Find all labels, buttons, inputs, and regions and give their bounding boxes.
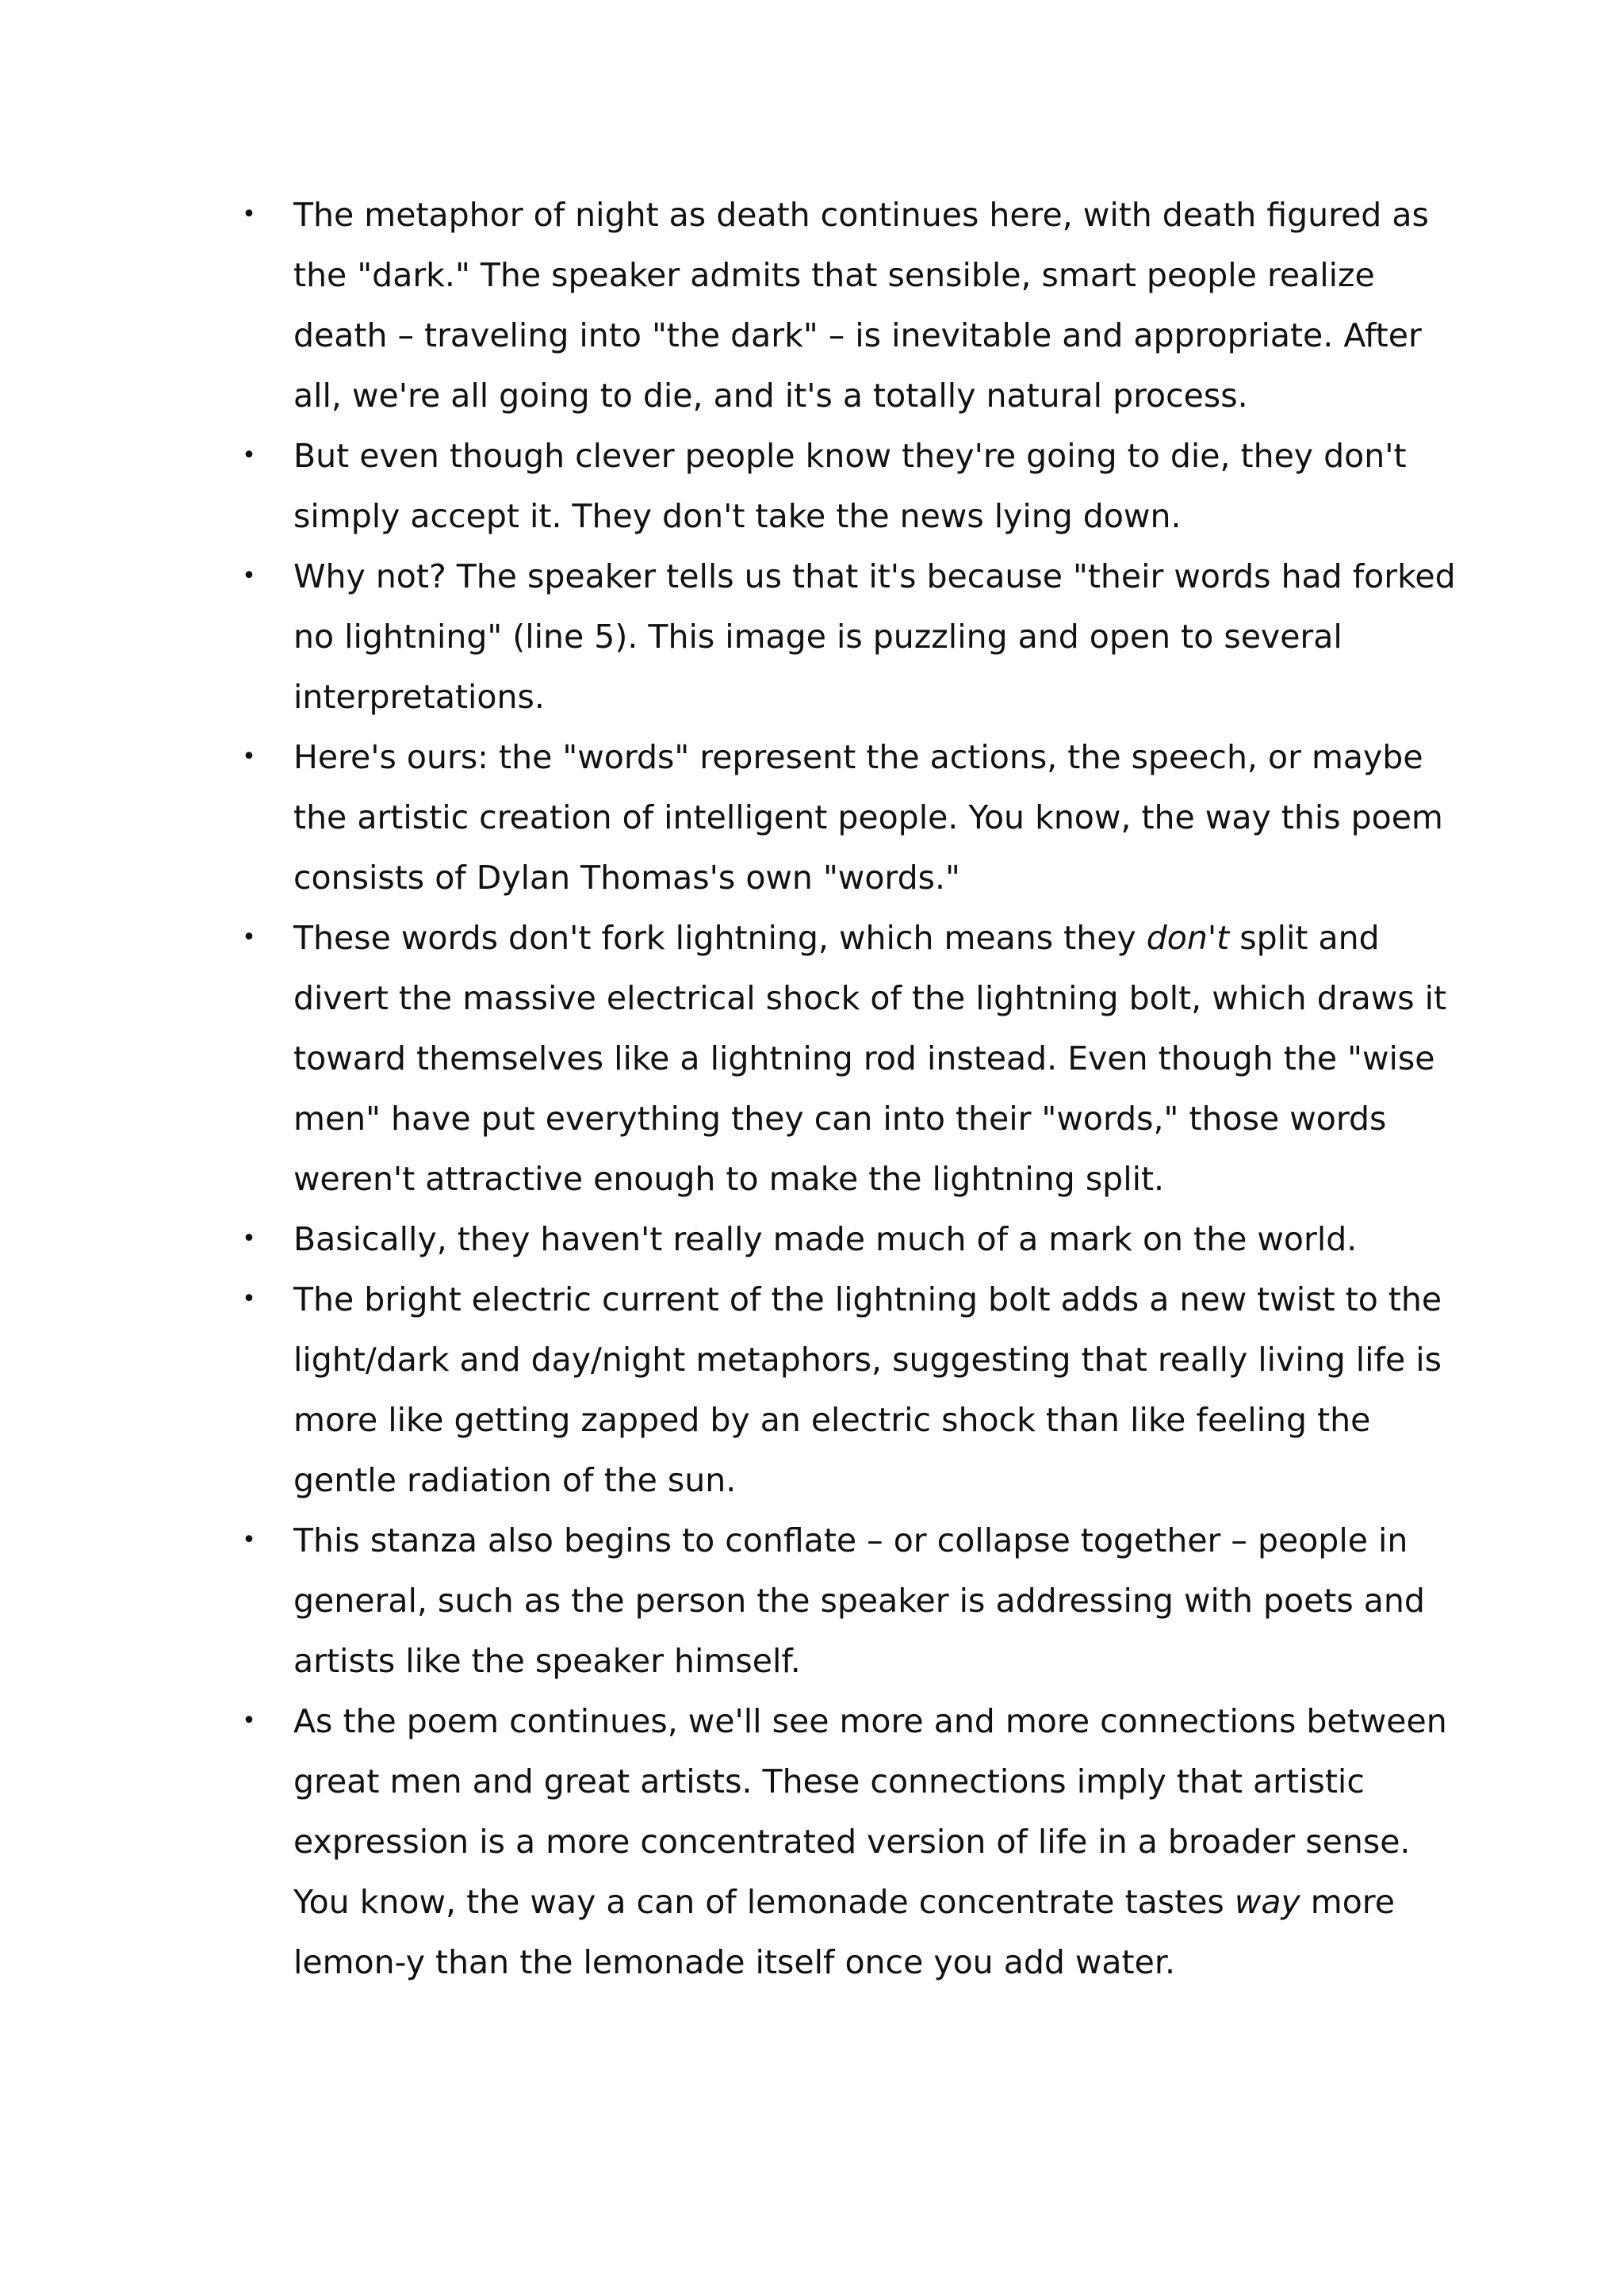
bullet-text: Here's ours: the "words" represent the actions, the speech, or maybe the artistic creation of intelligent people. You know, the way this poem consists of Dylan Thomas's own "words.": [293, 738, 1443, 897]
bullet-item: [241, 1510, 1462, 1691]
bullet-dot-icon: •: [242, 1225, 256, 1253]
bullet-text-part: more lemon-y than the lemonade itself once you add water.: [293, 1883, 1395, 1981]
bullet-item: [241, 1691, 1462, 1992]
bullet-item: [241, 727, 1462, 908]
bullet-item: [241, 426, 1462, 546]
bullet-text: This stanza also begins to conflate – or collapse together – people in general, such as the person the speaker is addressing with poets and artists like the speaker himself.: [293, 1521, 1425, 1680]
bullet-dot-icon: •: [242, 562, 256, 590]
bullet-text: Basically, they haven't really made much of a mark on the world.: [293, 1220, 1358, 1258]
bullet-dot-icon: •: [242, 743, 256, 771]
bullet-dot-icon: •: [242, 201, 256, 228]
bullet-text-part: split and divert the massive electrical shock of the lightning bolt, which draws it toward themselves like a lightning rod instead. Even though the "wise men" have put everything they can into their "words," those words weren't attractive enough to make the lightning split.: [293, 919, 1447, 1198]
bullet-item: [241, 1269, 1462, 1510]
bullet-list: [241, 185, 1462, 1992]
bullet-text-part: These words don't fork lightning, which means they: [293, 919, 1147, 957]
bullet-item: [241, 1209, 1462, 1269]
bullet-item: [241, 546, 1462, 727]
bullet-text: Why not? The speaker tells us that it's because "their words had forked no lightning" (line 5). This image is puzzling and open to several interpretations.: [293, 557, 1456, 716]
bullet-dot-icon: •: [242, 442, 256, 469]
bullet-item: [241, 185, 1462, 426]
bullet-text: But even though clever people know they're going to die, they don't simply accept it. They don't take the news lying down.: [293, 437, 1407, 535]
bullet-dot-icon: •: [242, 1707, 256, 1735]
bullet-text: [293, 1691, 1462, 1992]
bullet-dot-icon: •: [242, 1526, 256, 1554]
bullet-dot-icon: •: [242, 1285, 256, 1313]
bullet-text-part: As the poem continues, we'll see more and more connections between great men and great artists. These connections imply that artistic expression is a more concentrated version of life in a broader sense. You know, the way a can of lemonade concentrate tastes: [293, 1702, 1447, 1921]
bullet-text: The bright electric current of the lightning bolt adds a new twist to the light/dark and day/night metaphors, suggesting that really living life is more like getting zapped by an electric shock than like feeling the gentle radiation of the sun.: [293, 1280, 1442, 1499]
emphasis-text: way: [1234, 1883, 1300, 1921]
bullet-dot-icon: •: [242, 924, 256, 951]
bullet-text: [293, 908, 1462, 1209]
emphasis-text: don't: [1146, 919, 1230, 957]
bullet-item: [241, 908, 1462, 1209]
bullet-text: The metaphor of night as death continues here, with death figured as the "dark." The speaker admits that sensible, smart people realize death – traveling into "the dark" – is inevitable and appropriate. After all, we're all going to die, and it's a totally natural process.: [293, 196, 1429, 415]
